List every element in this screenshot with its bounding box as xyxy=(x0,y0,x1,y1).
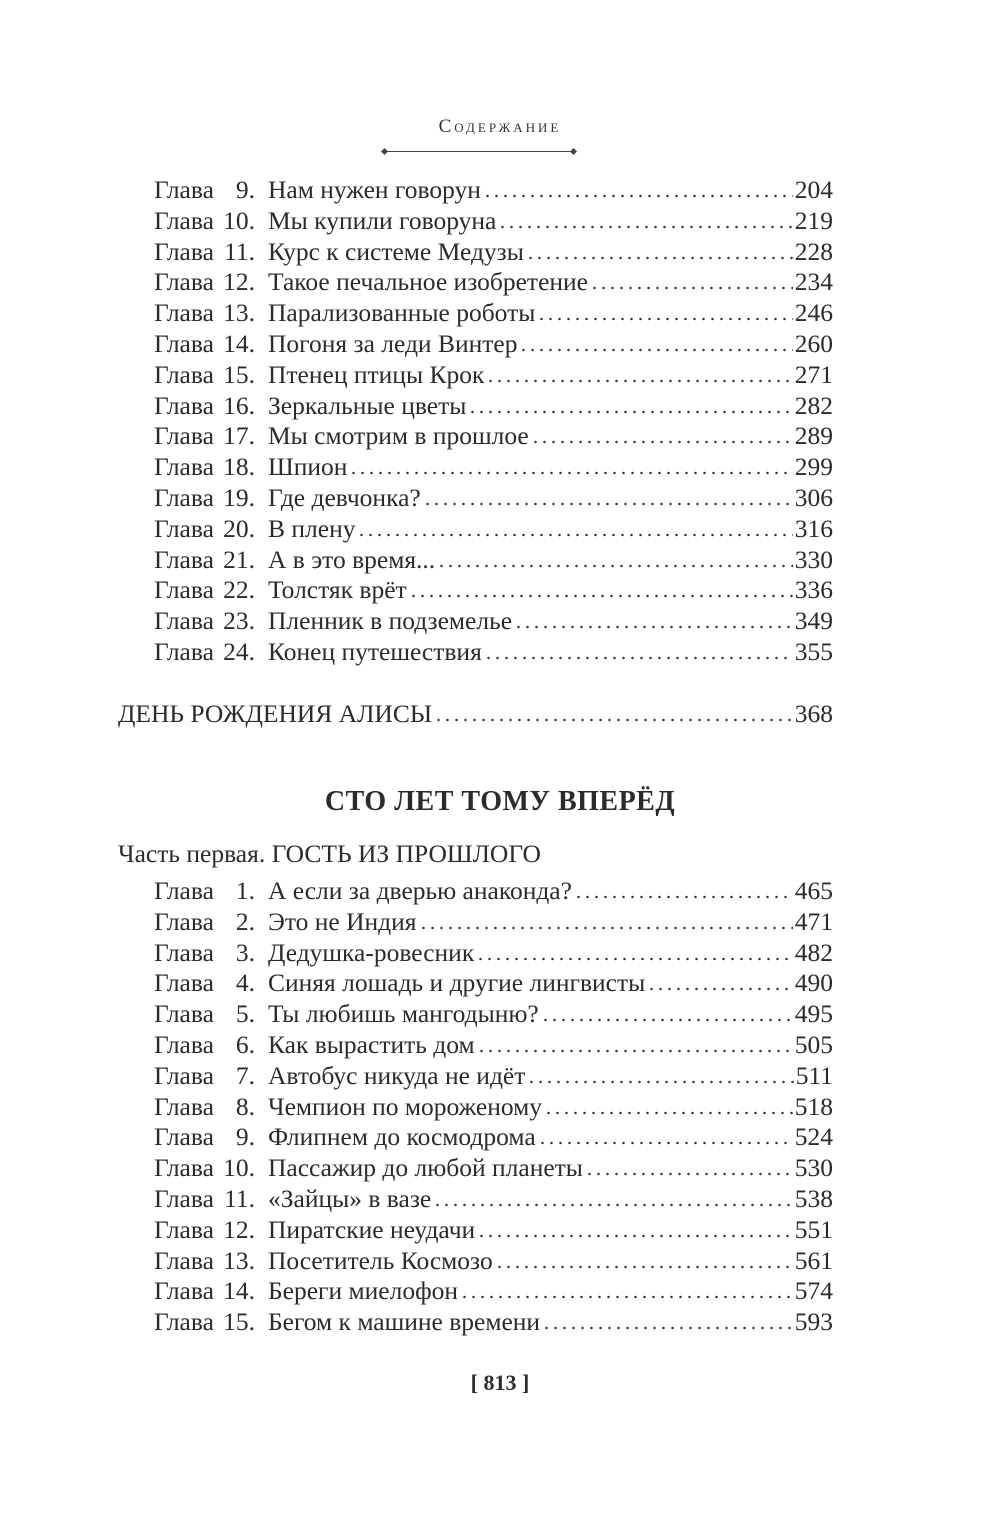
toc-entry-page: 518 xyxy=(794,1091,833,1121)
toc-entry-title: Ты любишь мангодыню? xyxy=(268,999,539,1029)
toc-entry-title: Посетитель Космозо xyxy=(268,1245,493,1275)
chapter-word: Глава xyxy=(154,267,214,297)
chapter-word: Глава xyxy=(154,1030,214,1059)
chapter-word: Глава xyxy=(154,175,214,204)
toc-entry-title: Синяя лошадь и другие лингвисты xyxy=(268,968,646,998)
toc-entry-title: «Зайцы» в вазе xyxy=(268,1184,432,1213)
toc-entry-page: 495 xyxy=(794,999,833,1029)
toc-entry xyxy=(0,574,1000,605)
chapter-number: 11. xyxy=(224,236,255,266)
chapter-number: 17. xyxy=(223,421,255,451)
ornamental-rule xyxy=(385,151,573,152)
page-number: [ 813 ] xyxy=(470,1370,530,1395)
dot-leader xyxy=(484,650,793,660)
chapter-number: 3. xyxy=(235,937,255,967)
dot-leader xyxy=(434,712,793,722)
part-label: Часть первая. ГОСТЬ ИЗ ПРОШЛОГО xyxy=(118,839,541,868)
chapter-number: 6. xyxy=(235,1030,255,1059)
toc-entry xyxy=(0,1091,1000,1122)
toc-entry-page: 289 xyxy=(794,421,833,451)
toc-entry xyxy=(0,998,1000,1029)
chapter-word: Глава xyxy=(154,937,214,967)
dot-leader xyxy=(477,1228,793,1238)
toc-entry-page: 538 xyxy=(794,1184,833,1213)
chapter-number: 21. xyxy=(223,544,255,574)
toc-entry xyxy=(0,1214,1000,1245)
toc-entry-page: 316 xyxy=(794,513,833,543)
toc-entry-title: Береги миелофон xyxy=(268,1276,459,1306)
chapter-word: Глава xyxy=(154,1214,214,1244)
toc-entry-page: 246 xyxy=(794,298,833,328)
toc-entry xyxy=(0,1245,1000,1276)
chapter-number: 24. xyxy=(223,637,255,666)
toc-entry-title: Нам нужен говорун xyxy=(268,175,481,204)
toc-entry-title: Шпион xyxy=(268,452,348,482)
dot-leader xyxy=(468,404,792,414)
chapter-word: Глава xyxy=(154,298,214,328)
toc-entry-title: Где девчонка? xyxy=(268,483,421,512)
toc-entry-title: В плену xyxy=(268,513,356,543)
toc-entry xyxy=(0,390,1000,421)
toc-entry-title: ДЕНЬ РОЖДЕНИЯ АЛИСЫ xyxy=(118,699,433,728)
dot-leader xyxy=(544,1105,793,1115)
chapter-number: 13. xyxy=(223,1245,255,1275)
chapter-word: Глава xyxy=(154,1153,214,1183)
chapter-word: Глава xyxy=(154,205,214,235)
dot-leader xyxy=(357,527,792,537)
chapter-word: Глава xyxy=(154,421,214,451)
chapter-word: Глава xyxy=(154,513,214,543)
toc-entry-page: 465 xyxy=(794,876,833,905)
dot-leader xyxy=(574,889,793,899)
toc-entry-page: 219 xyxy=(794,205,833,235)
chapter-word: Глава xyxy=(154,329,214,358)
toc-entry xyxy=(0,482,1000,513)
toc-entry-title: А в это время... xyxy=(268,544,436,574)
chapter-number: 1. xyxy=(235,876,255,905)
toc-entry-page: 551 xyxy=(794,1214,833,1244)
chapter-word: Глава xyxy=(154,606,214,636)
dot-leader xyxy=(437,558,793,568)
dot-leader xyxy=(486,373,792,383)
toc-entry-page: 271 xyxy=(794,359,833,389)
toc-entry xyxy=(0,967,1000,998)
toc-entry-page: 349 xyxy=(794,606,833,636)
dot-leader xyxy=(647,981,792,991)
toc-entry-title: Толстяк врёт xyxy=(268,575,407,605)
toc-entry xyxy=(0,937,1000,968)
chapter-word: Глава xyxy=(154,1091,214,1121)
chapter-number: 12. xyxy=(223,1214,255,1244)
chapter-word: Глава xyxy=(154,968,214,998)
chapter-number: 10. xyxy=(223,1153,255,1183)
chapter-word: Глава xyxy=(154,236,214,266)
toc-entry-page: 355 xyxy=(794,637,833,666)
toc-entry-page: 260 xyxy=(794,329,833,358)
toc-entry xyxy=(0,513,1000,544)
toc-entry xyxy=(0,1121,1000,1152)
chapter-number: 14. xyxy=(223,329,255,358)
dot-leader xyxy=(519,342,792,352)
dot-leader xyxy=(476,951,793,961)
chapter-number: 15. xyxy=(223,359,255,389)
chapter-number: 16. xyxy=(223,390,255,420)
toc-entry-title: Бегом к машине времени xyxy=(268,1307,541,1337)
dot-leader xyxy=(514,619,793,629)
toc-entry-page: 234 xyxy=(794,267,833,297)
toc-entry-title: Это не Индия xyxy=(268,906,417,936)
dot-leader xyxy=(423,496,793,506)
dot-leader xyxy=(433,1197,793,1207)
toc-entry-page: 482 xyxy=(794,937,833,967)
toc-entry-title: Как вырастить дом xyxy=(268,1030,475,1059)
chapter-number: 7. xyxy=(235,1060,255,1090)
chapter-number: 19. xyxy=(223,483,255,512)
toc-entry-page: 306 xyxy=(794,483,833,512)
chapter-number: 5. xyxy=(235,999,255,1029)
dot-leader xyxy=(477,1043,793,1053)
toc-entry xyxy=(0,236,1000,267)
chapter-number: 13. xyxy=(223,298,255,328)
dot-leader xyxy=(585,1166,793,1176)
toc-entry-title: Курс к системе Медузы xyxy=(268,236,524,266)
toc-entry-title: Парализованные роботы xyxy=(268,298,536,328)
toc-entry-title: Мы купили говоруна xyxy=(268,205,497,235)
dot-leader xyxy=(541,1012,793,1022)
dot-leader xyxy=(531,434,793,444)
toc-entry xyxy=(0,1306,1000,1337)
chapter-word: Глава xyxy=(154,906,214,936)
toc-entry-page: 336 xyxy=(794,575,833,605)
toc-entry-title: Флипнем до космодрома xyxy=(268,1122,536,1152)
toc-entry xyxy=(0,875,1000,906)
chapter-number: 11. xyxy=(224,1184,255,1213)
chapter-number: 18. xyxy=(223,452,255,482)
chapter-word: Глава xyxy=(154,1307,214,1337)
toc-entry xyxy=(0,605,1000,636)
toc-entry-page: 228 xyxy=(794,236,833,266)
chapter-word: Глава xyxy=(154,483,214,512)
toc-entry-title: Птенец птицы Крок xyxy=(268,359,485,389)
toc-entry-page: 530 xyxy=(794,1153,833,1183)
chapter-number: 12. xyxy=(223,267,255,297)
toc-entry-title: Чемпион по мороженому xyxy=(268,1091,543,1121)
toc-entry xyxy=(0,1029,1000,1060)
toc-entry xyxy=(0,636,1000,667)
toc-entry-page: 282 xyxy=(794,390,833,420)
toc-entry xyxy=(0,1060,1000,1091)
toc-entry-page: 490 xyxy=(794,968,833,998)
dot-leader xyxy=(483,188,793,198)
toc-entry-title: Мы смотрим в прошлое xyxy=(268,421,529,451)
dot-leader xyxy=(537,311,792,321)
toc-entry-page: 299 xyxy=(794,452,833,482)
chapter-number: 2. xyxy=(235,906,255,936)
toc-entry-page: 511 xyxy=(795,1060,833,1090)
dot-leader xyxy=(349,465,792,475)
dot-leader xyxy=(590,280,793,290)
toc-entry-page: 561 xyxy=(794,1245,833,1275)
chapter-word: Глава xyxy=(154,575,214,605)
toc-entry-title: Пассажир до любой планеты xyxy=(268,1153,583,1183)
chapter-number: 8. xyxy=(235,1091,255,1121)
chapter-word: Глава xyxy=(154,876,214,905)
toc-entry xyxy=(0,205,1000,236)
toc-entry xyxy=(0,328,1000,359)
chapter-word: Глава xyxy=(154,359,214,389)
toc-entry xyxy=(0,544,1000,575)
toc-entry xyxy=(0,451,1000,482)
chapter-number: 23. xyxy=(223,606,255,636)
chapter-word: Глава xyxy=(154,1245,214,1275)
toc-entry xyxy=(0,359,1000,390)
toc-entry xyxy=(0,1183,1000,1214)
toc-entry-title: А если за дверью анаконда? xyxy=(268,876,572,905)
toc-entry xyxy=(0,420,1000,451)
chapter-number: 22. xyxy=(223,575,255,605)
toc-entry-page: 593 xyxy=(794,1307,833,1337)
toc-entry-title: Дедушка-ровесник xyxy=(268,937,475,967)
chapter-number: 9. xyxy=(235,175,255,204)
chapter-word: Глава xyxy=(154,544,214,574)
dot-leader xyxy=(542,1320,793,1330)
toc-entry-page: 204 xyxy=(794,175,833,204)
chapter-word: Глава xyxy=(154,1122,214,1152)
toc-entry-title: Такое печальное изобретение xyxy=(268,267,588,297)
chapter-number: 9. xyxy=(235,1122,255,1152)
toc-entry-page: 368 xyxy=(794,699,833,728)
dot-leader xyxy=(526,250,793,260)
toc-entry-page: 524 xyxy=(794,1122,833,1152)
dot-leader xyxy=(527,1074,793,1084)
toc-entry xyxy=(0,297,1000,328)
toc-entry-page: 471 xyxy=(794,906,833,936)
chapter-word: Глава xyxy=(154,1184,214,1213)
dot-leader xyxy=(409,588,793,598)
toc-entry-title: Пленник в подземелье xyxy=(268,606,513,636)
chapter-word: Глава xyxy=(154,637,214,666)
toc-entry xyxy=(0,266,1000,297)
toc-entry xyxy=(0,906,1000,937)
chapter-number: 14. xyxy=(223,1276,255,1306)
book-title: СТО ЛЕТ ТОМУ ВПЕРЁД xyxy=(324,786,676,817)
toc-entry xyxy=(0,1152,1000,1183)
toc-entry xyxy=(0,1275,1000,1306)
toc-entry-page: 574 xyxy=(794,1276,833,1306)
chapter-word: Глава xyxy=(154,1276,214,1306)
chapter-number: 10. xyxy=(223,205,255,235)
chapter-word: Глава xyxy=(154,452,214,482)
dot-leader xyxy=(460,1289,793,1299)
dot-leader xyxy=(495,1259,793,1269)
chapter-number: 15. xyxy=(223,1307,255,1337)
toc-entry-page: 505 xyxy=(794,1030,833,1059)
chapter-word: Глава xyxy=(154,390,214,420)
toc-entry-title: Зеркальные цветы xyxy=(268,390,467,420)
dot-leader xyxy=(538,1135,793,1145)
dot-leader xyxy=(498,219,792,229)
chapter-word: Глава xyxy=(154,999,214,1029)
toc-entry-title: Автобус никуда не идёт xyxy=(268,1060,526,1090)
toc-entry-title: Конец путешествия xyxy=(268,637,482,666)
dot-leader xyxy=(419,920,793,930)
chapter-number: 20. xyxy=(223,513,255,543)
toc-entry-title: Пиратские неудачи xyxy=(268,1214,476,1244)
chapter-word: Глава xyxy=(154,1060,214,1090)
toc-entry xyxy=(0,174,1000,205)
toc-section-entry xyxy=(0,698,1000,729)
toc-entry-page: 330 xyxy=(794,544,833,574)
running-head: Содержание xyxy=(438,116,562,137)
chapter-number: 4. xyxy=(235,968,255,998)
toc-entry-title: Погоня за леди Винтер xyxy=(268,329,518,358)
